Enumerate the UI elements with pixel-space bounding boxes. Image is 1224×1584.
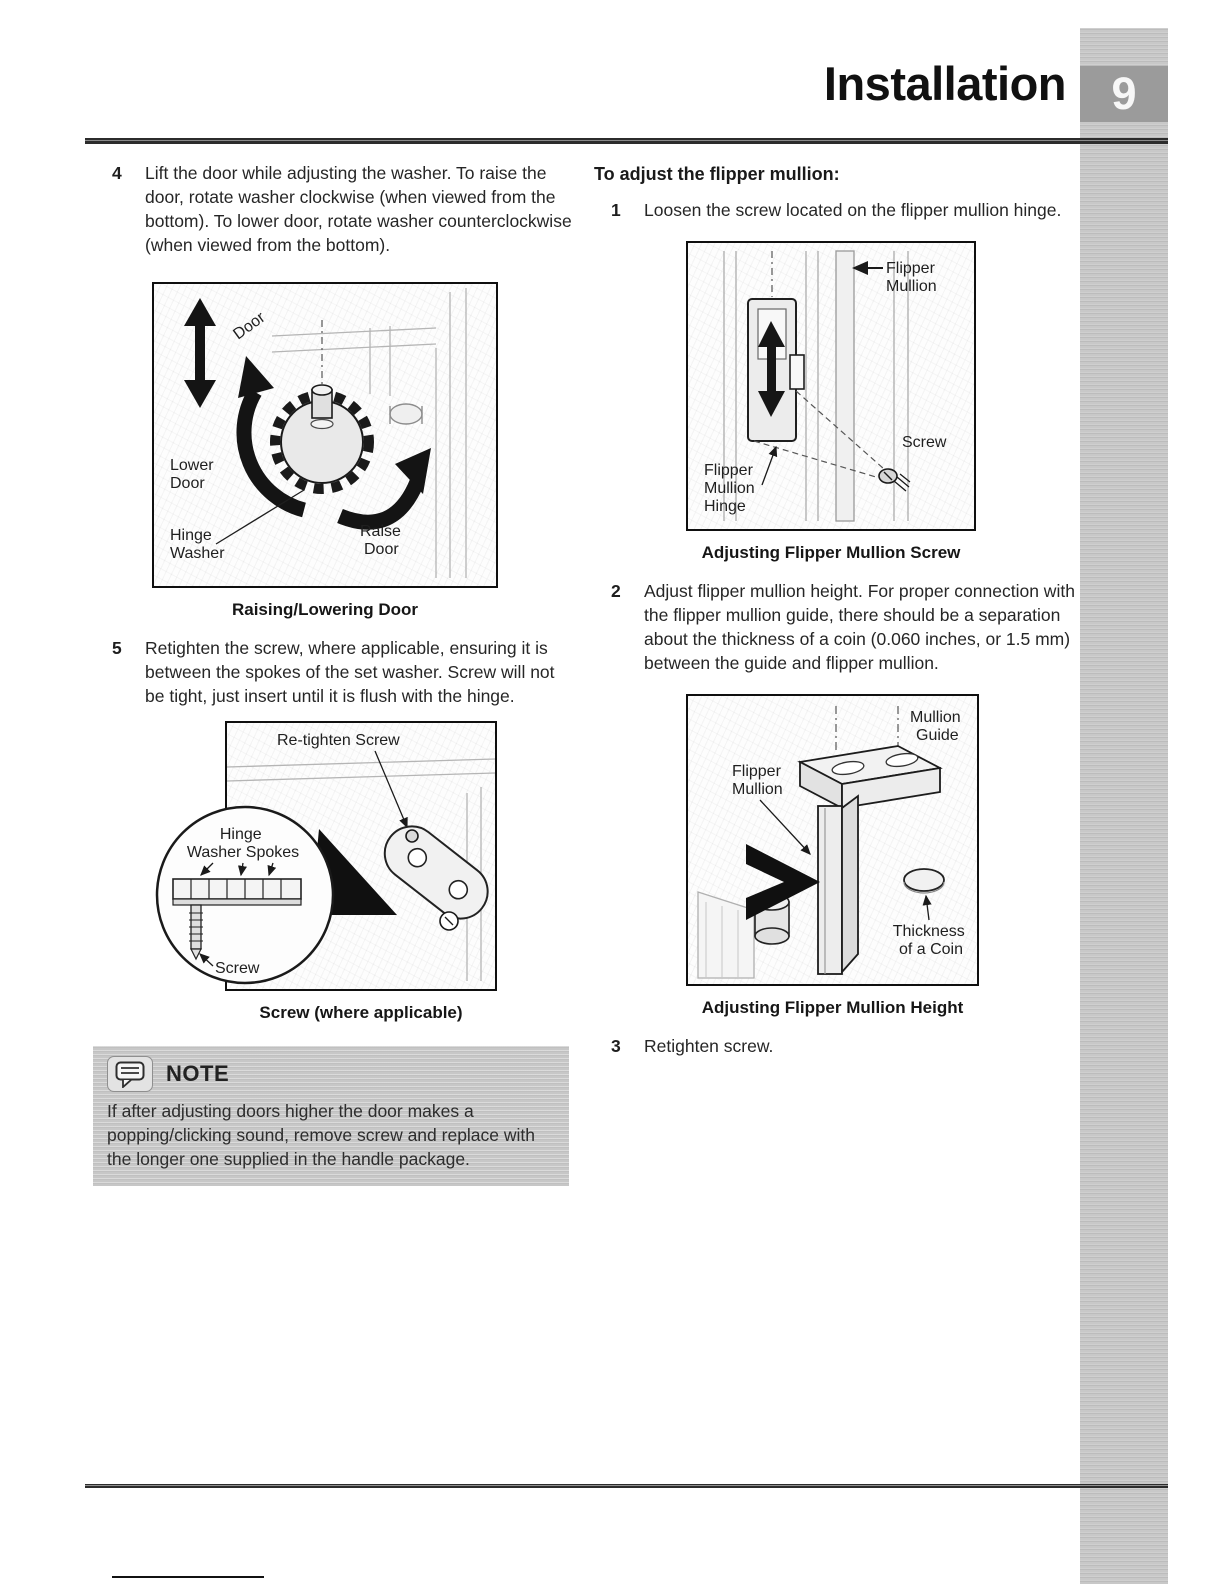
roller-icon (390, 404, 422, 424)
hinge-arrow (762, 447, 776, 485)
door-label: Door (230, 308, 269, 344)
screw-label: Screw (215, 960, 260, 978)
thickness-coin-label: Thickness of a Coin (892, 922, 965, 958)
screw-label: Screw (902, 433, 947, 451)
page-edge-strip (1080, 28, 1168, 1584)
step-2-text: Adjust flipper mullion height. For proper connection with the flipper mullion guide, there should be a separation about the thickness of a coin (0.060 inches, or 1.5 mm) between the guide and flipper mullion. (644, 580, 1075, 673)
step-2 (594, 580, 1076, 676)
figure-box (186, 721, 497, 991)
coin-icon (904, 869, 944, 893)
note-icon-tile (107, 1056, 153, 1092)
figure-caption: Screw (where applicable) (259, 1003, 463, 1023)
flipper-mullion-leader (760, 800, 810, 854)
page-number: 9 (1111, 68, 1137, 119)
mullion-height-illustration (688, 696, 977, 984)
hinge-washer-leader-line (216, 490, 304, 544)
step-3-number: 3 (611, 1036, 621, 1057)
flipper-mullion-hinge-label: Flipper Mullion Hinge (704, 461, 755, 515)
figure-box (686, 241, 976, 531)
flipper-mullion-label: Flipper Mullion (886, 259, 937, 295)
right-column (594, 162, 1076, 1065)
flipper-mullion-bar-icon (818, 796, 858, 974)
figure-raising-lowering-door (152, 282, 498, 621)
screw-illustration (186, 723, 495, 989)
figure-adjusting-mullion-screw (686, 241, 976, 564)
step-4-number: 4 (112, 163, 122, 183)
figure-adjusting-mullion-height (686, 694, 979, 1019)
hinge-washer-icon (275, 385, 369, 489)
section-heading: To adjust the flipper mullion: (594, 164, 840, 184)
figure-caption: Raising/Lowering Door (231, 599, 419, 619)
mullion-screw-illustration (688, 243, 974, 529)
step-4 (95, 162, 573, 258)
step-3 (594, 1035, 1076, 1059)
mullion-guide-icon (800, 746, 940, 808)
page-title: Installation (823, 57, 1066, 110)
coin-arrow (926, 896, 929, 920)
hinge-washer-label: Hinge Washer (170, 526, 225, 562)
door-slab (698, 892, 754, 978)
step-1-number: 1 (611, 199, 621, 220)
note-header (107, 1056, 555, 1092)
raise-door-label: Raise Door (360, 522, 401, 558)
header-rule (85, 138, 1168, 144)
door-up-down-arrow-icon (184, 298, 216, 408)
figure-box (686, 694, 979, 986)
page-number-badge (1080, 66, 1168, 122)
magnifier-detail-circle (157, 807, 333, 983)
step-5 (95, 637, 573, 709)
step-1 (594, 199, 1076, 223)
figure-caption: Adjusting Flipper Mullion Screw (701, 542, 961, 562)
mullion-guide-label: Mullion Guide (910, 708, 961, 744)
note-text: If after adjusting doors higher the door makes a popping/clicking sound, remove screw and replace with the longer one supplied in the handle package. (107, 1101, 536, 1170)
footer-rule (85, 1484, 1168, 1488)
step-4-text: Lift the door while adjusting the washer. To raise the door, rotate washer clockwise (when viewed from the bottom). To lower door, rotate washer counterclockwise (when viewed from the bottom). (145, 163, 572, 255)
flipper-mullion-label: Flipper Mullion (732, 762, 783, 798)
step-1-text: Loosen the screw located on the flipper mullion hinge. (644, 199, 1062, 220)
lower-door-label: Lower Door (170, 456, 214, 492)
screw-head-icon (406, 830, 418, 842)
note-speech-bubble-icon (115, 1061, 145, 1088)
retighten-screw-label: Re-tighten Screw (277, 732, 400, 750)
note-title: NOTE (166, 1061, 230, 1087)
step-3-text: Retighten screw. (644, 1036, 774, 1057)
raising-lowering-door-illustration (154, 284, 496, 586)
hinge-washer-spokes-label: Hinge Washer Spokes (186, 826, 300, 862)
washer-spokes-icon (173, 879, 301, 905)
figure-box (152, 282, 498, 588)
step-5-number: 5 (112, 638, 122, 659)
left-column (95, 162, 573, 1186)
figure-caption: Adjusting Flipper Mullion Height (701, 997, 964, 1017)
step-2-number: 2 (611, 580, 621, 601)
figure-screw-where-applicable (186, 721, 497, 1024)
footer-tick-mark (112, 1576, 264, 1578)
note-box (93, 1046, 569, 1186)
flipper-mullion-bar-icon (836, 251, 854, 521)
step-5-text: Retighten the screw, where applicable, ensuring it is between the spokes of the set washer. Screw will not be tight, just insert until it is flush with the hinge. (145, 638, 555, 707)
